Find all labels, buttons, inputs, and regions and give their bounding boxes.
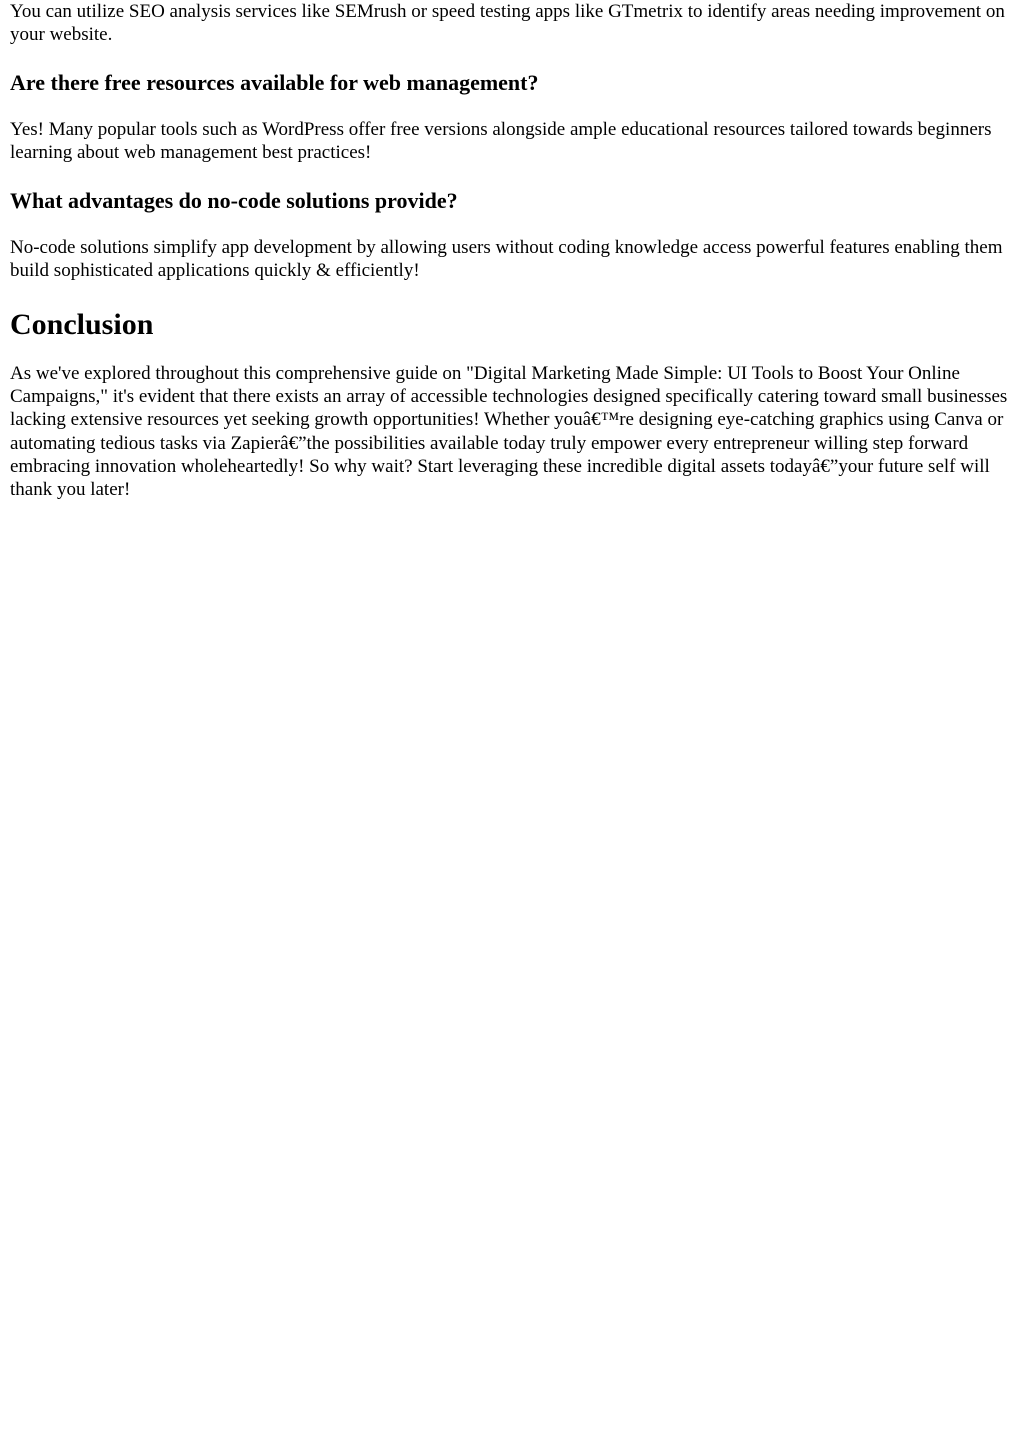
faq-answer-free-resources: Yes! Many popular tools such as WordPress offer free versions alongside ample educational resources tailored towards beginners learning about web management best practices! xyxy=(10,118,992,163)
faq-question-no-code: What advantages do no-code solutions provide? xyxy=(10,188,458,214)
faq-answer-seo-tools: You can utilize SEO analysis services like SEMrush or speed testing apps like GTmetrix to identify areas needing improvement on your website. xyxy=(10,1,1005,46)
conclusion-paragraph: As we've explored throughout this comprehensive guide on "Digital Marketing Made Simple: UI Tools to Boost Your Online Campaigns," it's evident that there exists an array of accessible technologies designed specifically catering toward small businesses lacking extensive resources yet seeking growth opportunities! Whether youâ€™re designing eye-catching graphics using Canva or automating tedious tasks via Zapierâ€”the possibilities available today truly empower every entrepreneur willing step forward embracing innovation wholeheartedly! So why wait? Start leveraging these incredible digital assets todayâ€”your future self will thank you later! xyxy=(10,362,1008,501)
conclusion-heading: Conclusion xyxy=(10,307,154,341)
article-body xyxy=(0,0,1024,502)
faq-answer-no-code: No-code solutions simplify app development by allowing users without coding knowledge access powerful features enabling them build sophisticated applications quickly & efficiently! xyxy=(10,237,1003,282)
faq-question-free-resources: Are there free resources available for web management? xyxy=(10,69,539,95)
